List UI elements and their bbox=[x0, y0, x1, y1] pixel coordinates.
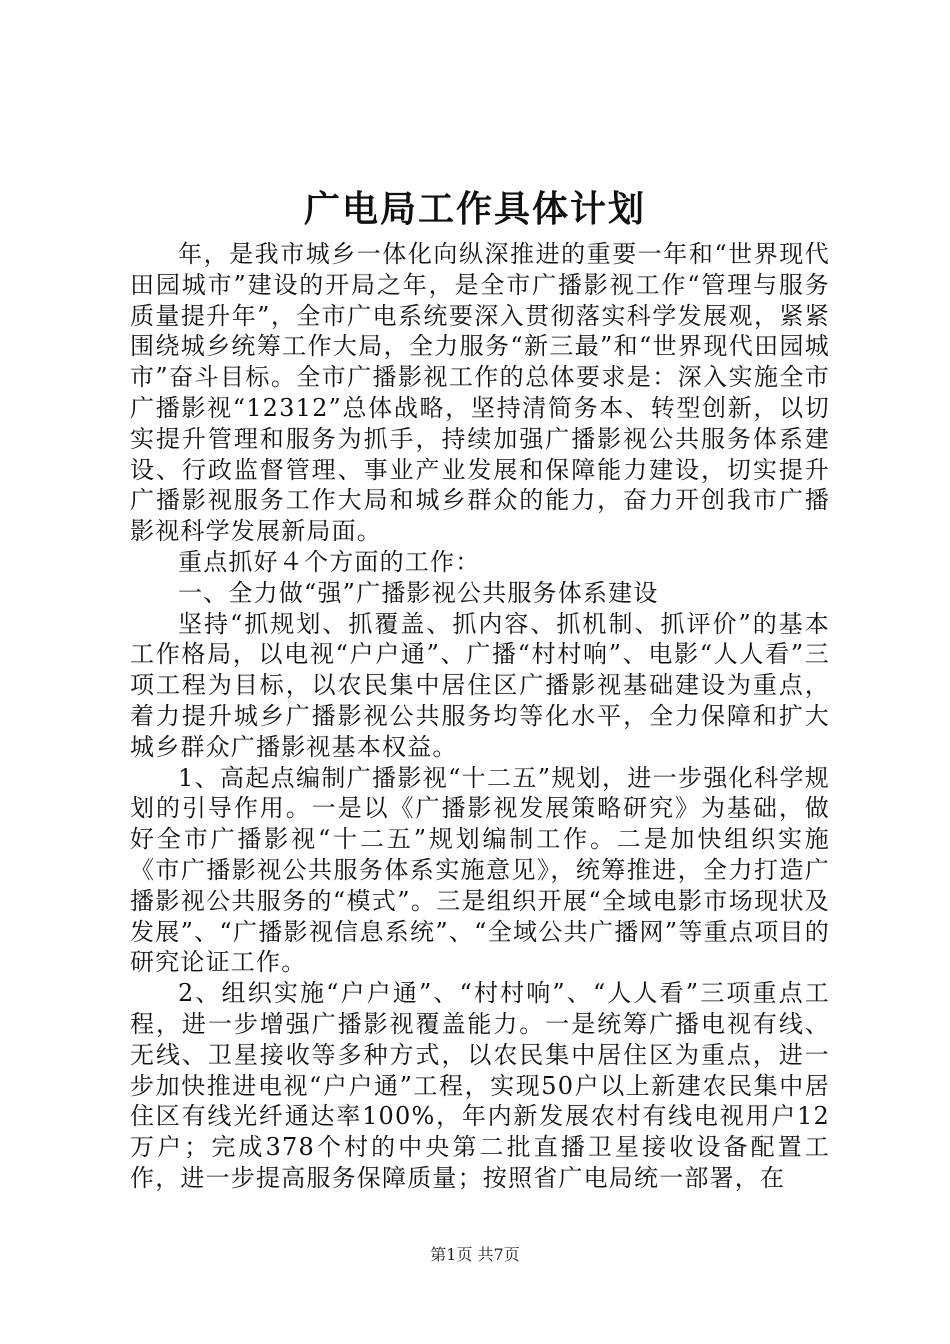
paragraph-item-2: 2、组织实施“户户通”、“村村响”、“人人看”三项重点工程，进一步增强广播影视覆盖能力。一是统筹广播电视有线、无线、卫星接收等多种方式，以农民集中居住区为重点，进一步加快推进电视“户户通”工程，实现50户以上新建农民集中居住区有线光纤通达率100%，年内新发展农村有线电视用户12万户；完成378个村的中央第二批直播卫星接收设备配置工作，进一步提高服务保障质量；按照省广电局统一部署，在 bbox=[130, 979, 830, 1192]
document-title: 广电局工作具体计划 bbox=[303, 188, 646, 230]
document-body bbox=[130, 239, 830, 1194]
section-heading-1: 一、全力做“强”广播影视公共服务体系建设 bbox=[178, 578, 659, 607]
page-footer: 第1页 共7页 bbox=[430, 1245, 520, 1264]
paragraph-section-1: 坚持“抓规划、抓覆盖、抓内容、抓机制、抓评价”的基本工作格局，以电视“户户通”、广播“村村响”、电影“人人看”三项工程为目标，以农民集中居住区广播影视基础建设为重点，着力提升城乡广播影视公共服务均等化水平，全力保障和扩大城乡群众广播影视基本权益。 bbox=[130, 609, 830, 761]
paragraph-intro: 年，是我市城乡一体化向纵深推进的重要一年和“世界现代田园城市”建设的开局之年，是全市广播影视工作“管理与服务质量提升年”，全市广电系统要深入贯彻落实科学发展观，紧紧围绕城乡统筹工作大局，全力服务“新三最”和“世界现代田园城市”奋斗目标。全市广播影视工作的总体要求是：深入实施全市广播影视“12312”总体战略，坚持清简务本、转型创新，以切实提升管理和服务为抓手，持续加强广播影视公共服务体系建设、行政监督管理、事业产业发展和保障能力建设，切实提升广播影视服务工作大局和城乡群众的能力，奋力开创我市广播影视科学发展新局面。 bbox=[130, 240, 830, 546]
paragraph-item-1: 1、高起点编制广播影视“十二五”规划，进一步强化科学规划的引导作用。一是以《广播影视发展策略研究》为基础，做好全市广播影视“十二五”规划编制工作。二是加快组织实施《市广播影视公共服务体系实施意见》，统筹推进，全力打造广播影视公共服务的“模式”。三是组织开展“全域电影市场现状及发展”、“广播影视信息系统”、“全域公共广播网”等重点项目的研究论证工作。 bbox=[130, 763, 830, 977]
paragraph-focus: 重点抓好４个方面的工作： bbox=[178, 547, 481, 576]
